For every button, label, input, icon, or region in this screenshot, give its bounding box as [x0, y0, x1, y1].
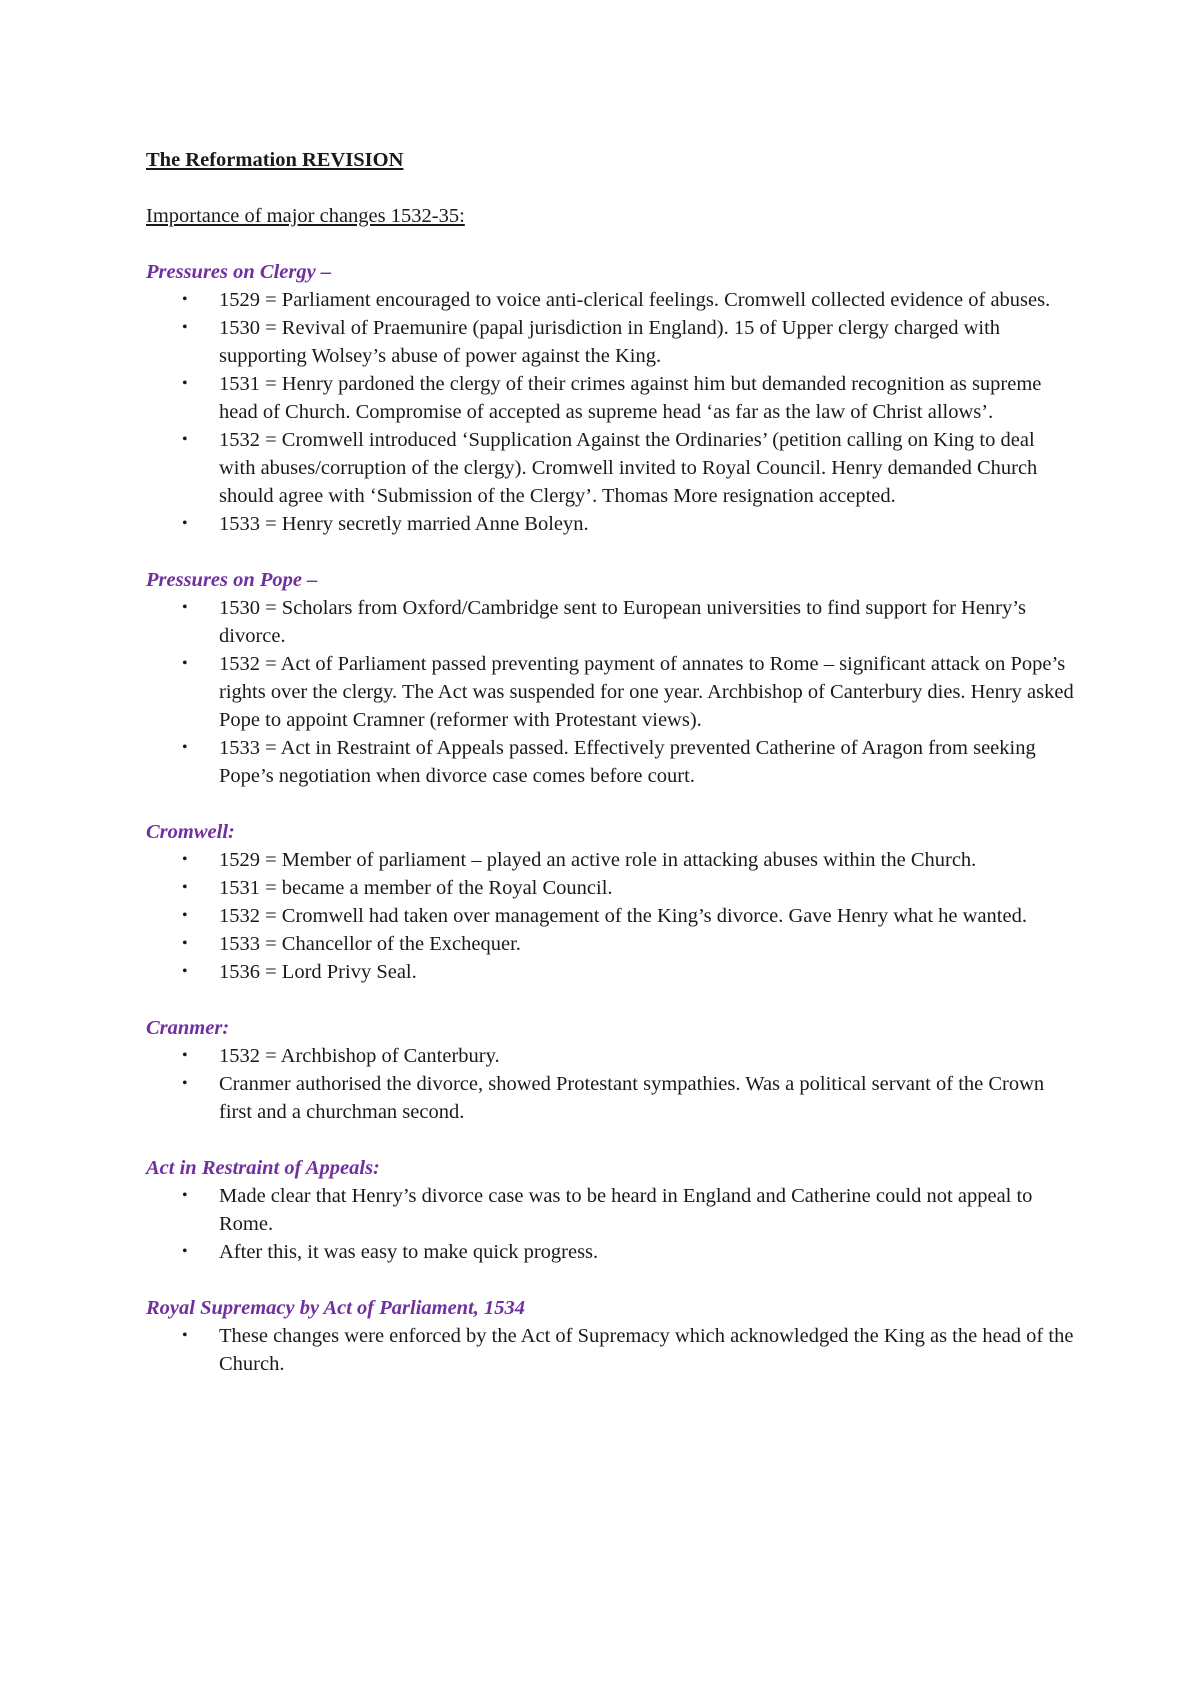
list-item-text: 1530 = Scholars from Oxford/Cambridge sent to European universities to find support for Henry’s divorce. — [219, 597, 1026, 647]
list-item — [146, 370, 1076, 426]
bullet-list — [146, 1322, 1076, 1378]
section-heading: Cromwell: — [146, 821, 235, 843]
bullet-icon: • — [182, 739, 188, 756]
section-heading: Pressures on Clergy – — [146, 261, 332, 283]
list-item-text: 1532 = Cromwell had taken over management of the King’s divorce. Gave Henry what he wanted. — [219, 905, 1027, 927]
bullet-icon: • — [182, 1187, 188, 1204]
bullet-icon: • — [182, 851, 188, 868]
section-cromwell — [146, 818, 1076, 986]
list-item — [146, 650, 1076, 734]
section-act-in-restraint-of-appeals — [146, 1154, 1076, 1266]
list-item-text: 1530 = Revival of Praemunire (papal jurisdiction in England). 15 of Upper clergy charged with supporting Wolsey’s abuse of power against the King. — [219, 317, 1001, 367]
bullet-icon: • — [182, 907, 188, 924]
bullet-icon: • — [182, 935, 188, 952]
section-royal-supremacy — [146, 1294, 1076, 1378]
list-item-text: Cranmer authorised the divorce, showed Protestant sympathies. Was a political servant of the Crown first and a churchman second. — [219, 1073, 1045, 1123]
list-item-text: 1531 = became a member of the Royal Council. — [219, 877, 613, 899]
bullet-icon: • — [182, 375, 188, 392]
section-heading: Pressures on Pope – — [146, 569, 318, 591]
bullet-list — [146, 846, 1076, 986]
list-item-text: 1533 = Chancellor of the Exchequer. — [219, 933, 521, 955]
bullet-icon: • — [182, 1047, 188, 1064]
list-item — [146, 930, 1076, 958]
bullet-icon: • — [182, 1327, 188, 1344]
list-item-text: 1532 = Archbishop of Canterbury. — [219, 1045, 500, 1067]
section-pressures-on-pope — [146, 566, 1076, 790]
bullet-icon: • — [182, 655, 188, 672]
list-item — [146, 286, 1076, 314]
document-subtitle: Importance of major changes 1532-35: — [146, 205, 465, 227]
list-item-text: Made clear that Henry’s divorce case was to be heard in England and Catherine could not appeal to Rome. — [219, 1185, 1033, 1235]
list-item — [146, 874, 1076, 902]
list-item-text: 1533 = Act in Restraint of Appeals passed. Effectively prevented Catherine of Aragon from seeking Pope’s negotiation when divorce case comes before court. — [219, 737, 1036, 787]
list-item — [146, 734, 1076, 790]
list-item-text: 1529 = Member of parliament – played an active role in attacking abuses within the Church. — [219, 849, 977, 871]
list-item — [146, 426, 1076, 510]
section-heading: Cranmer: — [146, 1017, 230, 1039]
list-item — [146, 902, 1076, 930]
bullet-icon: • — [182, 319, 188, 336]
list-item-text: 1533 = Henry secretly married Anne Boleyn. — [219, 513, 589, 535]
section-heading: Royal Supremacy by Act of Parliament, 1534 — [146, 1297, 526, 1319]
bullet-icon: • — [182, 963, 188, 980]
list-item-text: 1532 = Cromwell introduced ‘Supplication Against the Ordinaries’ (petition calling on King to deal with abuses/corruption of the clergy). Cromwell invited to Royal Council. Henry demanded Church should agree with ‘Submission of the Clergy’. Thomas More resignation accepted. — [219, 429, 1038, 507]
list-item — [146, 314, 1076, 370]
list-item-text: 1536 = Lord Privy Seal. — [219, 961, 417, 983]
bullet-icon: • — [182, 599, 188, 616]
list-item-text: 1529 = Parliament encouraged to voice anti-clerical feelings. Cromwell collected evidence of abuses. — [219, 289, 1051, 311]
list-item — [146, 510, 1076, 538]
list-item — [146, 1322, 1076, 1378]
bullet-icon: • — [182, 879, 188, 896]
section-cranmer — [146, 1014, 1076, 1126]
list-item — [146, 1238, 1076, 1266]
bullet-icon: • — [182, 515, 188, 532]
bullet-list — [146, 286, 1076, 538]
list-item — [146, 846, 1076, 874]
bullet-icon: • — [182, 431, 188, 448]
list-item-text: 1532 = Act of Parliament passed preventing payment of annates to Rome – significant attack on Pope’s rights over the clergy. The Act was suspended for one year. Archbishop of Canterbury dies. Henry asked Pope to appoint Cramner (reformer with Protestant views). — [219, 653, 1074, 731]
bullet-list — [146, 594, 1076, 790]
list-item — [146, 1070, 1076, 1126]
list-item — [146, 1042, 1076, 1070]
document-page — [146, 146, 1076, 1378]
bullet-icon: • — [182, 291, 188, 308]
list-item — [146, 594, 1076, 650]
list-item — [146, 1182, 1076, 1238]
list-item-text: These changes were enforced by the Act of Supremacy which acknowledged the King as the head of the Church. — [219, 1325, 1074, 1375]
bullet-list — [146, 1182, 1076, 1266]
bullet-icon: • — [182, 1075, 188, 1092]
list-item — [146, 958, 1076, 986]
section-heading: Act in Restraint of Appeals: — [146, 1157, 380, 1179]
list-item-text: After this, it was easy to make quick progress. — [219, 1241, 599, 1263]
list-item-text: 1531 = Henry pardoned the clergy of their crimes against him but demanded recognition as supreme head of Church. Compromise of accepted as supreme head ‘as far as the law of Christ allows’. — [219, 373, 1042, 423]
bullet-icon: • — [182, 1243, 188, 1260]
document-title: The Reformation REVISION — [146, 149, 404, 171]
bullet-list — [146, 1042, 1076, 1126]
section-pressures-on-clergy — [146, 258, 1076, 538]
